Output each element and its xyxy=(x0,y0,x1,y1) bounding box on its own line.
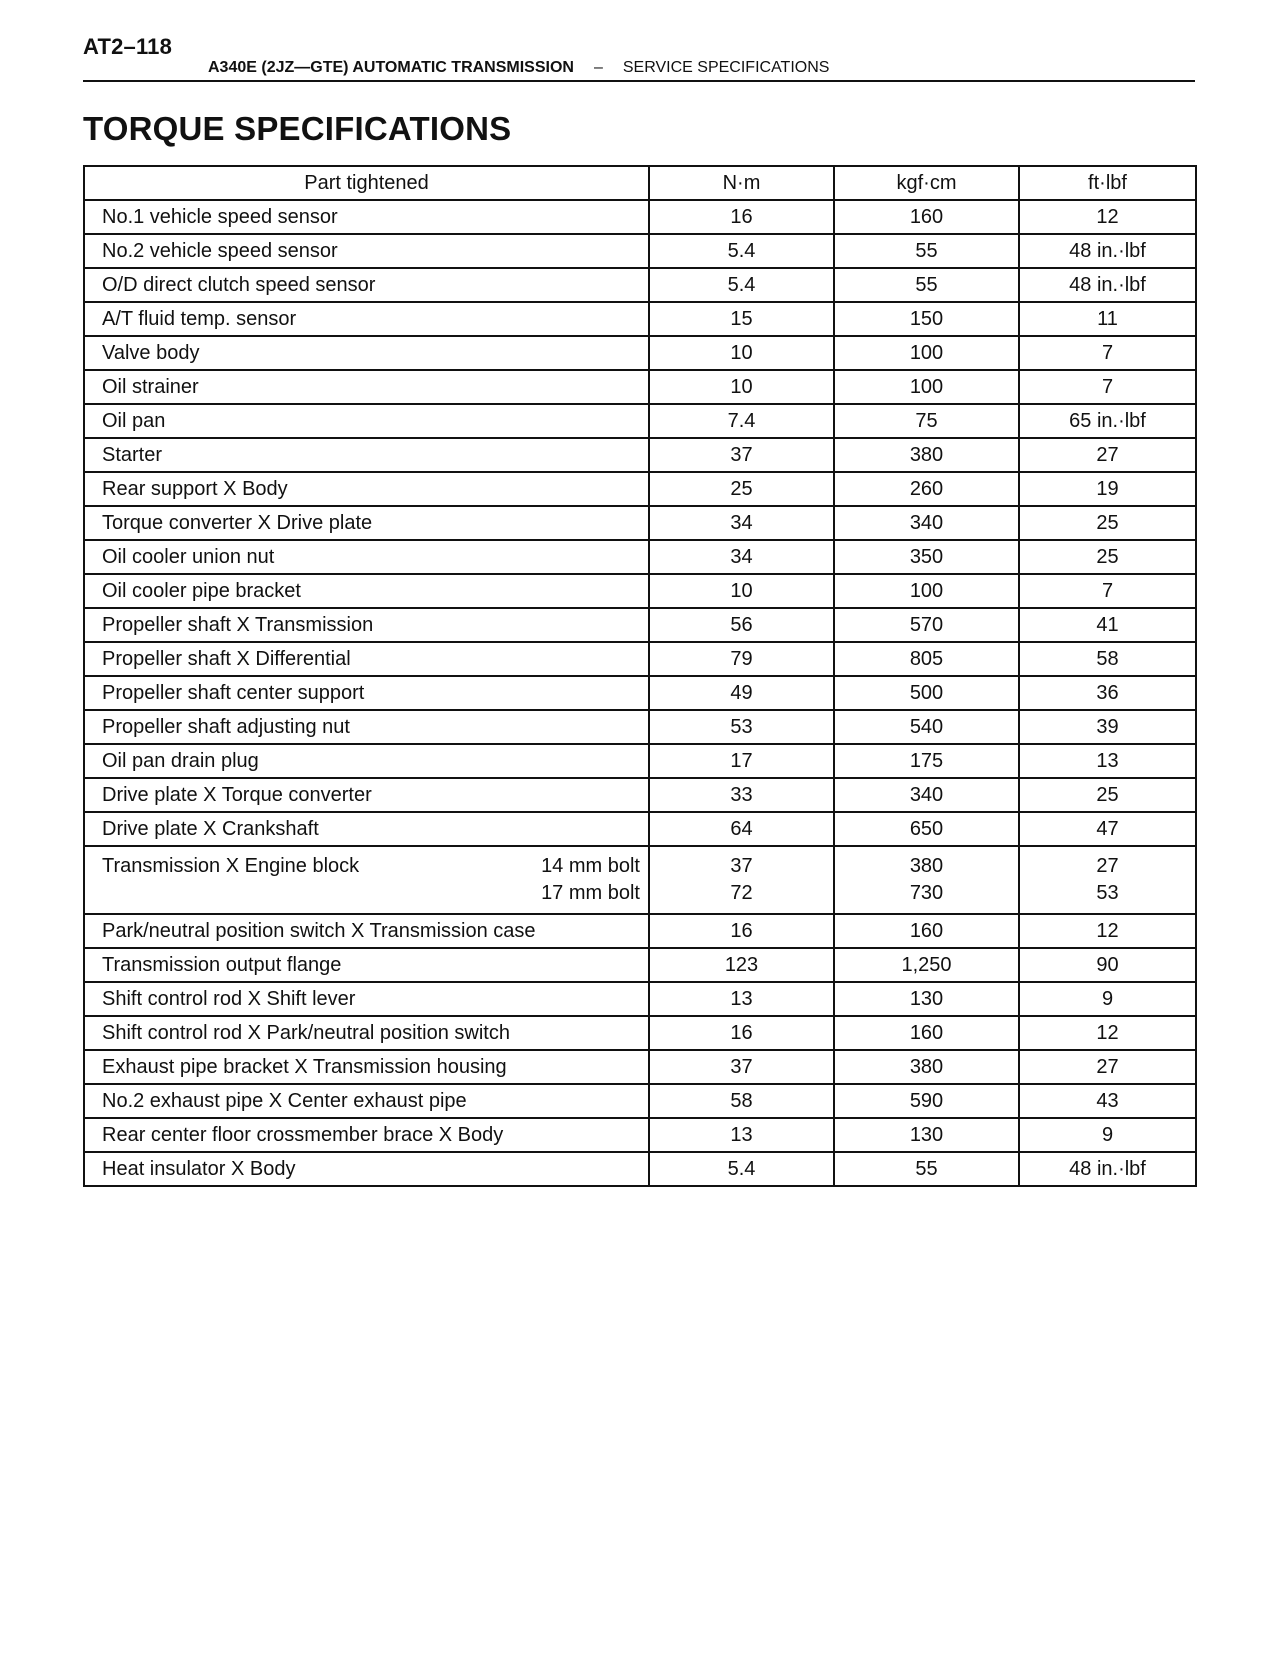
part-cell: Valve body xyxy=(84,336,649,370)
kgfcm-cell: 340 xyxy=(834,778,1019,812)
table-row xyxy=(84,642,1196,676)
kgfcm-cell: 55 xyxy=(834,268,1019,302)
col-header-nm: N·m xyxy=(649,166,834,200)
nm-cell: 10 xyxy=(649,370,834,404)
kgfcm-cell: 160 xyxy=(834,1016,1019,1050)
ftlbf-cell: 9 xyxy=(1019,1118,1196,1152)
part-cell: Starter xyxy=(84,438,649,472)
ftlbf-cell: 48 in.·lbf xyxy=(1019,268,1196,302)
ftlbf-cell: 48 in.·lbf xyxy=(1019,1152,1196,1186)
table-row xyxy=(84,744,1196,778)
ftlbf-cell: 58 xyxy=(1019,642,1196,676)
part-name: Transmission X Engine block xyxy=(102,855,360,877)
header-rule xyxy=(83,80,1195,82)
nm-cell: 49 xyxy=(649,676,834,710)
nm-value: 72 xyxy=(730,882,753,904)
ftlbf-cell: 36 xyxy=(1019,676,1196,710)
part-cell: Propeller shaft X Transmission xyxy=(84,608,649,642)
kgfcm-cell: 55 xyxy=(834,1152,1019,1186)
nm-cell xyxy=(649,846,834,914)
part-cell: Propeller shaft center support xyxy=(84,676,649,710)
table-row xyxy=(84,404,1196,438)
part-cell: Propeller shaft X Differential xyxy=(84,642,649,676)
part-cell: Rear support X Body xyxy=(84,472,649,506)
table-row xyxy=(84,370,1196,404)
table-row xyxy=(84,1050,1196,1084)
part-cell: O/D direct clutch speed sensor xyxy=(84,268,649,302)
table-row xyxy=(84,608,1196,642)
nm-cell: 10 xyxy=(649,574,834,608)
nm-cell: 123 xyxy=(649,948,834,982)
part-cell: No.2 exhaust pipe X Center exhaust pipe xyxy=(84,1084,649,1118)
ftlbf-cell: 27 xyxy=(1019,438,1196,472)
nm-cell: 16 xyxy=(649,914,834,948)
kgfcm-cell: 175 xyxy=(834,744,1019,778)
ftlbf-cell: 19 xyxy=(1019,472,1196,506)
ftlbf-cell: 25 xyxy=(1019,506,1196,540)
table-row xyxy=(84,676,1196,710)
nm-cell: 34 xyxy=(649,506,834,540)
table-row xyxy=(84,336,1196,370)
table-row xyxy=(84,234,1196,268)
kgfcm-cell: 160 xyxy=(834,914,1019,948)
page-title: TORQUE SPECIFICATIONS xyxy=(83,110,512,147)
ftlbf-cell xyxy=(1019,846,1196,914)
running-head xyxy=(208,59,829,77)
running-head-subsection: SERVICE SPECIFICATIONS xyxy=(622,59,830,76)
part-cell: Shift control rod X Shift lever xyxy=(84,982,649,1016)
nm-cell: 53 xyxy=(649,710,834,744)
ftlbf-cell: 25 xyxy=(1019,778,1196,812)
ftlbf-cell: 43 xyxy=(1019,1084,1196,1118)
table-row xyxy=(84,200,1196,234)
kgfcm-value: 730 xyxy=(909,882,944,904)
kgfcm-cell: 590 xyxy=(834,1084,1019,1118)
ftlbf-cell: 11 xyxy=(1019,302,1196,336)
ftlbf-cell: 12 xyxy=(1019,200,1196,234)
table-row xyxy=(84,1152,1196,1186)
nm-cell: 37 xyxy=(649,1050,834,1084)
part-cell: Oil cooler pipe bracket xyxy=(84,574,649,608)
kgfcm-cell: 55 xyxy=(834,234,1019,268)
nm-cell: 13 xyxy=(649,982,834,1016)
table-row xyxy=(84,812,1196,846)
nm-cell: 79 xyxy=(649,642,834,676)
table-row xyxy=(84,268,1196,302)
part-cell xyxy=(84,846,649,914)
table-row xyxy=(84,438,1196,472)
table-row xyxy=(84,472,1196,506)
page-code: AT2–118 xyxy=(83,34,173,59)
ftlbf-cell: 25 xyxy=(1019,540,1196,574)
nm-cell: 34 xyxy=(649,540,834,574)
nm-cell: 5.4 xyxy=(649,268,834,302)
nm-value: 37 xyxy=(730,855,753,877)
table-row xyxy=(84,778,1196,812)
kgfcm-cell: 100 xyxy=(834,336,1019,370)
bolt-size-label: 14 mm bolt xyxy=(541,855,640,877)
col-header-ftlbf: ft·lbf xyxy=(1019,166,1196,200)
kgfcm-cell: 150 xyxy=(834,302,1019,336)
kgfcm-cell: 75 xyxy=(834,404,1019,438)
table-row xyxy=(84,914,1196,948)
part-cell: A/T fluid temp. sensor xyxy=(84,302,649,336)
ftlbf-cell: 12 xyxy=(1019,914,1196,948)
nm-cell: 15 xyxy=(649,302,834,336)
nm-cell: 17 xyxy=(649,744,834,778)
kgfcm-cell: 160 xyxy=(834,200,1019,234)
table-row xyxy=(84,506,1196,540)
part-cell: Propeller shaft adjusting nut xyxy=(84,710,649,744)
nm-cell: 13 xyxy=(649,1118,834,1152)
running-head-section: A340E (2JZ—GTE) AUTOMATIC TRANSMISSION xyxy=(208,59,574,76)
kgfcm-cell: 260 xyxy=(834,472,1019,506)
kgfcm-cell: 100 xyxy=(834,370,1019,404)
kgfcm-cell: 100 xyxy=(834,574,1019,608)
ftlbf-cell: 9 xyxy=(1019,982,1196,1016)
part-cell: Transmission output flange xyxy=(84,948,649,982)
ftlbf-cell: 90 xyxy=(1019,948,1196,982)
ftlbf-cell: 7 xyxy=(1019,336,1196,370)
ftlbf-cell: 48 in.·lbf xyxy=(1019,234,1196,268)
ftlbf-cell: 13 xyxy=(1019,744,1196,778)
nm-cell: 58 xyxy=(649,1084,834,1118)
nm-cell: 25 xyxy=(649,472,834,506)
ftlbf-cell: 27 xyxy=(1019,1050,1196,1084)
kgfcm-cell: 570 xyxy=(834,608,1019,642)
kgfcm-cell: 380 xyxy=(834,1050,1019,1084)
nm-cell: 10 xyxy=(649,336,834,370)
table-row xyxy=(84,574,1196,608)
nm-cell: 16 xyxy=(649,1016,834,1050)
kgfcm-cell xyxy=(834,846,1019,914)
ftlbf-cell: 39 xyxy=(1019,710,1196,744)
part-cell: Drive plate X Crankshaft xyxy=(84,812,649,846)
table-row xyxy=(84,1084,1196,1118)
table-row xyxy=(84,540,1196,574)
kgfcm-cell: 500 xyxy=(834,676,1019,710)
table-row xyxy=(84,1016,1196,1050)
part-cell: Oil cooler union nut xyxy=(84,540,649,574)
part-cell: Torque converter X Drive plate xyxy=(84,506,649,540)
kgfcm-cell: 805 xyxy=(834,642,1019,676)
kgfcm-cell: 650 xyxy=(834,812,1019,846)
kgfcm-cell: 1,250 xyxy=(834,948,1019,982)
kgfcm-cell: 350 xyxy=(834,540,1019,574)
part-cell: No.2 vehicle speed sensor xyxy=(84,234,649,268)
nm-cell: 64 xyxy=(649,812,834,846)
part-cell: Oil strainer xyxy=(84,370,649,404)
ftlbf-cell: 47 xyxy=(1019,812,1196,846)
running-head-separator: – xyxy=(593,59,603,76)
nm-cell: 33 xyxy=(649,778,834,812)
table-row xyxy=(84,948,1196,982)
col-header-kgfcm: kgf·cm xyxy=(834,166,1019,200)
table-row xyxy=(84,1118,1196,1152)
nm-cell: 16 xyxy=(649,200,834,234)
kgfcm-cell: 380 xyxy=(834,438,1019,472)
table-body xyxy=(84,200,1196,1186)
bolt-size-label: 17 mm bolt xyxy=(541,882,640,904)
kgfcm-cell: 540 xyxy=(834,710,1019,744)
ftlbf-cell: 12 xyxy=(1019,1016,1196,1050)
ftlbf-cell: 7 xyxy=(1019,574,1196,608)
nm-cell: 5.4 xyxy=(649,234,834,268)
ftlbf-cell: 41 xyxy=(1019,608,1196,642)
part-cell: Heat insulator X Body xyxy=(84,1152,649,1186)
part-cell: Drive plate X Torque converter xyxy=(84,778,649,812)
nm-cell: 37 xyxy=(649,438,834,472)
table-row-split xyxy=(84,846,1196,914)
table-header-row xyxy=(84,166,1196,200)
part-cell: Shift control rod X Park/neutral position switch xyxy=(84,1016,649,1050)
kgfcm-cell: 130 xyxy=(834,982,1019,1016)
kgfcm-cell: 130 xyxy=(834,1118,1019,1152)
ftlbf-cell: 65 in.·lbf xyxy=(1019,404,1196,438)
torque-spec-table xyxy=(83,165,1197,1187)
kgfcm-cell: 340 xyxy=(834,506,1019,540)
nm-cell: 56 xyxy=(649,608,834,642)
part-cell: Oil pan xyxy=(84,404,649,438)
table-row xyxy=(84,982,1196,1016)
part-cell: Park/neutral position switch X Transmission case xyxy=(84,914,649,948)
kgfcm-value: 380 xyxy=(909,855,944,877)
part-cell: Rear center floor crossmember brace X Body xyxy=(84,1118,649,1152)
part-cell: No.1 vehicle speed sensor xyxy=(84,200,649,234)
nm-cell: 5.4 xyxy=(649,1152,834,1186)
ftlbf-cell: 7 xyxy=(1019,370,1196,404)
ftlbf-value: 53 xyxy=(1096,882,1119,904)
ftlbf-value: 27 xyxy=(1096,855,1119,877)
part-cell: Exhaust pipe bracket X Transmission housing xyxy=(84,1050,649,1084)
table-row xyxy=(84,302,1196,336)
part-cell: Oil pan drain plug xyxy=(84,744,649,778)
nm-cell: 7.4 xyxy=(649,404,834,438)
table-row xyxy=(84,710,1196,744)
col-header-part: Part tightened xyxy=(84,166,649,200)
